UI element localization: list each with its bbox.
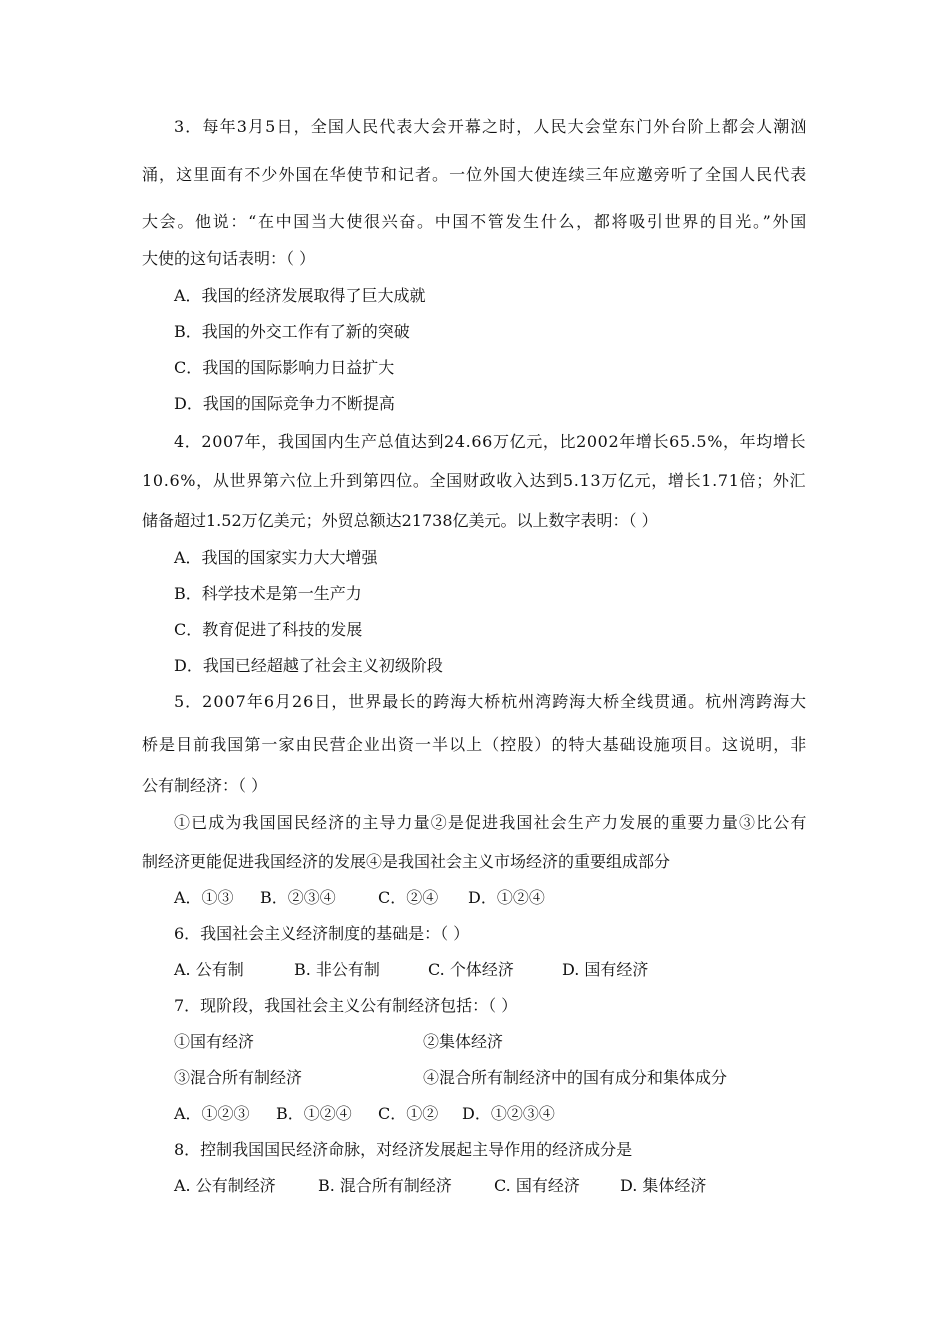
q5-statement-line-2: 制经济更能促进我国经济的发展④是我国社会主义市场经济的重要组成部分 <box>142 852 671 871</box>
q3-stem-line-3 <box>142 212 810 232</box>
q5-stem-text-2: 桥是目前我国第一家由民营企业出资一半以上（控股）的特大基础设施项目。这说明，非 <box>142 735 808 754</box>
q7-item-1: ①国有经济 <box>174 1032 255 1051</box>
q3-option-c: C．我国的国际影响力日益扩大 <box>174 358 395 377</box>
q3-stem-text-3: 大会。他说：“在中国当大使很兴奋。中国不管发生什么，都将吸引世界的目光。”外国 <box>142 212 808 231</box>
q3-option-d: D．我国的国际竞争力不断提高 <box>174 394 395 413</box>
q7-stem: 7．现阶段，我国社会主义公有制经济包括：（ ） <box>174 996 518 1015</box>
q4-stem-text-1: 4．2007年，我国国内生产总值达到24.66万亿元，比2002年增长65.5%，年均增长 <box>174 432 807 451</box>
q7-item-4: ④混合所有制经济中的国有成分和集体成分 <box>423 1068 728 1087</box>
q7-option-b: B．①②④ <box>276 1104 352 1123</box>
q8-option-c: C. 国有经济 <box>494 1176 580 1195</box>
q5-statement-text-1: ①已成为我国国民经济的主导力量②是促进我国社会生产力发展的重要力量③比公有 <box>174 813 808 832</box>
q3-stem-line-2 <box>142 165 810 185</box>
q3-stem-line-4: 大使的这句话表明：（ ） <box>142 249 316 268</box>
q4-option-c: C．教育促进了科技的发展 <box>174 620 363 639</box>
q3-stem-line-1 <box>174 117 810 137</box>
q5-statement-line-1 <box>174 813 810 833</box>
q8-stem: 8．控制我国国民经济命脉，对经济发展起主导作用的经济成分是 <box>174 1140 633 1159</box>
q6-option-b: B. 非公有制 <box>294 960 380 979</box>
q5-option-a: A．①③ <box>174 888 234 907</box>
q3-option-a: A．我国的经济发展取得了巨大成就 <box>174 286 426 305</box>
q4-stem-line-3: 储备超过1.52万亿美元；外贸总额达21738亿美元。以上数字表明：（ ） <box>142 511 658 530</box>
q3-option-b: B．我国的外交工作有了新的突破 <box>174 322 410 341</box>
q8-option-a: A. 公有制经济 <box>174 1176 276 1195</box>
q5-option-b: B．②③④ <box>260 888 336 907</box>
q7-item-3: ③混合所有制经济 <box>174 1068 303 1087</box>
q5-stem-line-1 <box>174 692 810 712</box>
q3-stem-text-1: 3．每年3月5日，全国人民代表大会开幕之时，人民大会堂东门外台阶上都会人潮汹 <box>174 117 808 136</box>
q6-option-d: D. 国有经济 <box>562 960 649 979</box>
q4-option-b: B．科学技术是第一生产力 <box>174 584 362 603</box>
q6-option-c: C. 个体经济 <box>428 960 514 979</box>
q7-item-2: ②集体经济 <box>423 1032 504 1051</box>
q8-option-d: D. 集体经济 <box>620 1176 707 1195</box>
q7-option-c: C．①② <box>378 1104 439 1123</box>
q4-option-d: D．我国已经超越了社会主义初级阶段 <box>174 656 443 675</box>
q4-stem-line-2 <box>142 471 810 491</box>
q4-stem-text-2: 10.6%，从世界第六位上升到第四位。全国财政收入达到5.13万亿元，增长1.71倍；外汇 <box>142 471 807 490</box>
q6-stem: 6．我国社会主义经济制度的基础是：（ ） <box>174 924 470 943</box>
q4-option-a: A．我国的国家实力大大增强 <box>174 548 378 567</box>
q6-option-a: A. 公有制 <box>174 960 244 979</box>
q8-option-b: B. 混合所有制经济 <box>318 1176 452 1195</box>
q4-stem-line-1 <box>174 432 810 452</box>
q5-stem-text-1: 5．2007年6月26日，世界最长的跨海大桥杭州湾跨海大桥全线贯通。杭州湾跨海大 <box>174 692 808 711</box>
q5-stem-line-3: 公有制经济：（ ） <box>142 776 268 795</box>
q7-option-d: D．①②③④ <box>462 1104 555 1123</box>
q3-stem-text-2: 涌，这里面有不少外国在华使节和记者。一位外国大使连续三年应邀旁听了全国人民代表 <box>142 165 808 184</box>
q5-stem-line-2 <box>142 735 810 755</box>
q5-option-d: D．①②④ <box>468 888 545 907</box>
q7-option-a: A．①②③ <box>174 1104 250 1123</box>
q5-option-c: C．②④ <box>378 888 439 907</box>
